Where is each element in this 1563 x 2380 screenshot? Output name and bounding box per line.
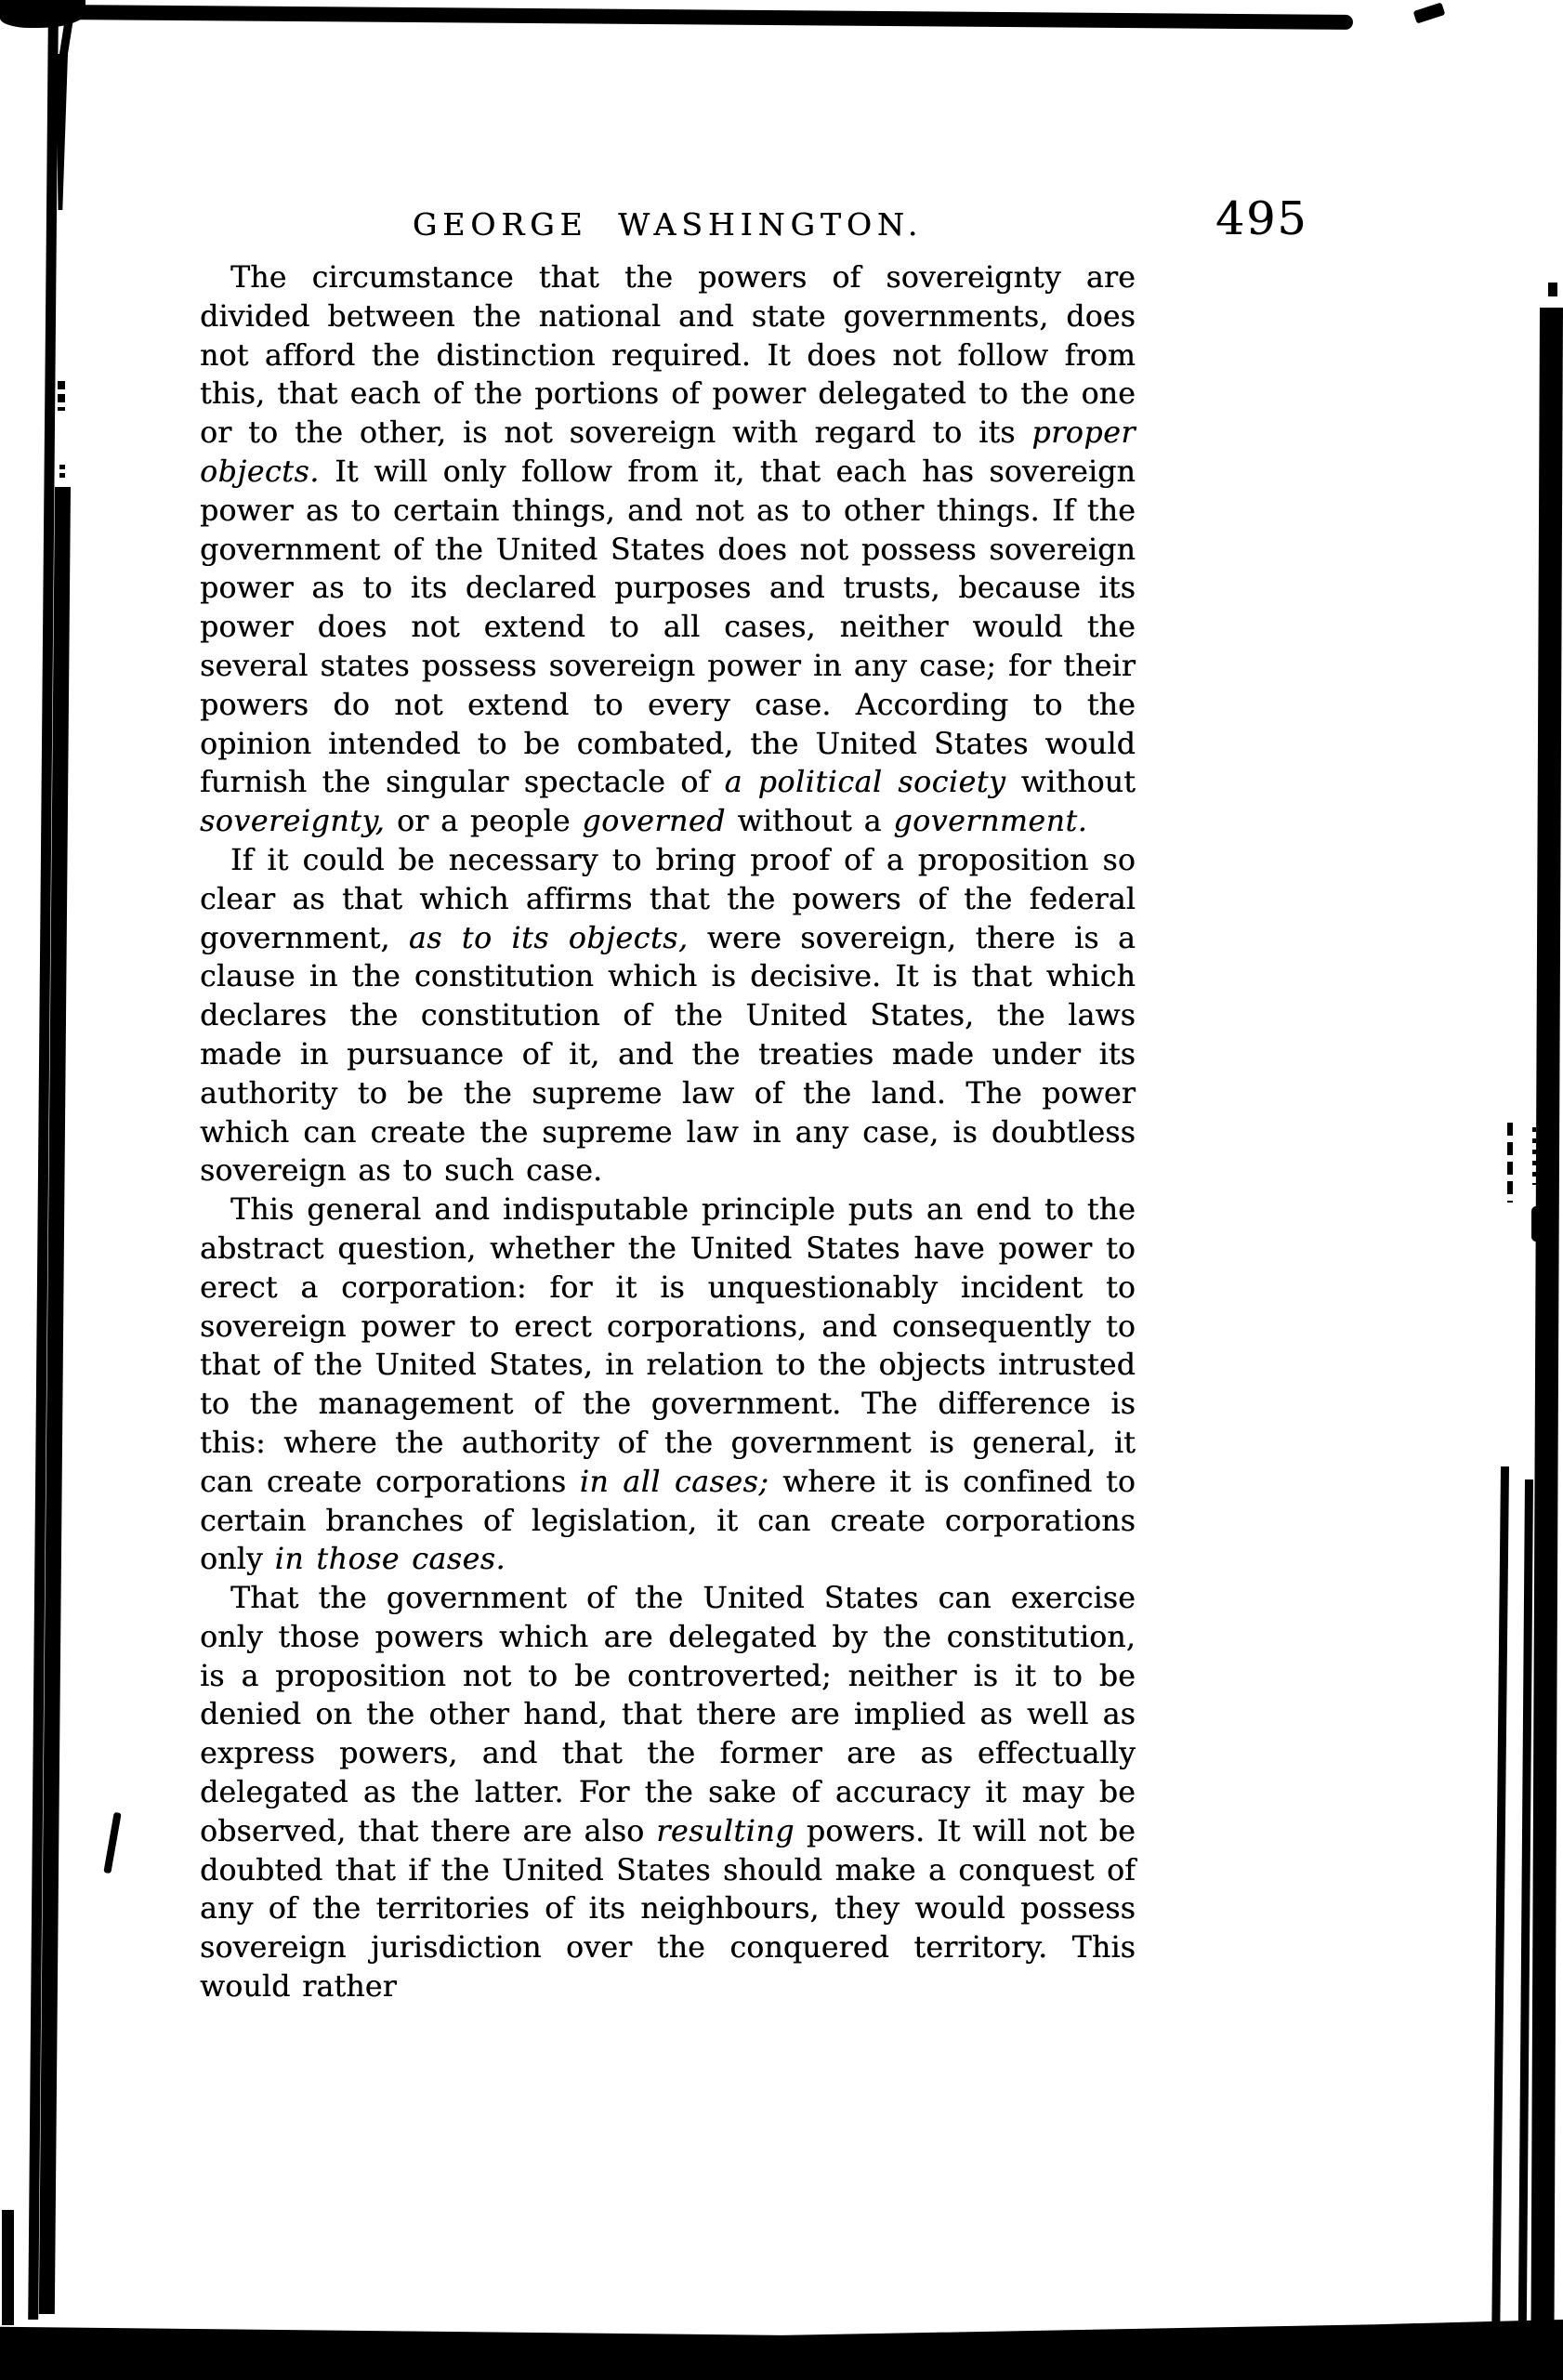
text-run: without	[1005, 766, 1136, 800]
running-head-title: GEORGE WASHINGTON.	[412, 206, 924, 243]
scan-artifact-bottom-left-streak	[2, 2210, 14, 2325]
scan-artifact-top-edge-line	[54, 5, 1353, 30]
text-run: It will only follow from it, that each has sovereign power as to certain things, and not as to other things. If the government of the United States does not possess sovereign power as to its declared purposes and trusts, because its power does not extend to all cases, neither would the several states possess sovereign power in any case; for their powers do not extend to every case. According to the opinion intended to be combated, the United States would furnish the singular spectacle of	[200, 454, 1136, 800]
scan-artifact-left-diagonal-mark	[103, 1812, 121, 1874]
scan-artifact-bottom-edge-bar	[0, 2320, 1563, 2380]
text-run: or a people	[385, 805, 583, 839]
scan-artifact-right-edge-bar	[1530, 308, 1563, 2380]
scan-artifact-top-right-speck	[1413, 2, 1446, 23]
scan-artifact-left-speck	[58, 381, 65, 411]
italic-text-run: a political society	[724, 766, 1006, 800]
text-run: If it could be necessary to bring proof of a proposition so clear as that which affirms that the powers of the federal government,	[200, 843, 1136, 955]
scan-artifact-right-dash-line	[1507, 1123, 1513, 1203]
scan-artifact-right-bar-bulge	[1531, 1206, 1542, 1242]
text-run: The circumstance that the powers of sovereignty are divided between the national and state governments, does not afford the distinction required. It does not follow from this, that each of the portions of power delegated to the one or to the other, is not sovereign with regard to its	[200, 261, 1136, 451]
italic-text-run: governed	[582, 805, 726, 839]
text-run: powers. It will not be doubted that if the United States should make a conquest of any of the territories of its neighbours, they would possess sovereign jurisdiction over the conquered territory. This would rather	[200, 1814, 1136, 2005]
italic-text-run: sovereignty,	[200, 805, 386, 839]
paragraph	[200, 842, 1136, 1191]
italic-text-run: resulting	[656, 1814, 795, 1848]
italic-text-run: in those cases.	[274, 1543, 506, 1577]
text-run: That the government of the United States can exercise only those powers which are delegated by the constitution, is a proposition not to be controverted; neither is it to be denied on the other hand, that there are implied as well as express powers, and that the former are as effectually delegated as the latter. For the sake of accuracy it may be observed, that there are also	[200, 1582, 1136, 1848]
paragraph	[200, 1191, 1136, 1580]
scan-artifact-right-dot-column	[1532, 1127, 1536, 1185]
italic-text-run: in all cases;	[579, 1465, 769, 1499]
italic-text-run: government.	[893, 805, 1088, 839]
italic-text-run: as to its objects,	[408, 921, 689, 955]
scan-artifact-right-thin-line	[1491, 1466, 1509, 2328]
text-run: were sovereign, there is a clause in the constitution which is decisive. It is that which declares the constitution of the United States, the laws made in pursuance of it, and the treaties made under its authority to be the supreme law of the land. The power which can create the supreme law in any case, is doubtless sovereign as to such case.	[200, 921, 1136, 1189]
scan-artifact-left-speck	[59, 465, 65, 480]
scan-artifact-right-bar-speck	[1548, 283, 1557, 296]
page-number: 495	[1215, 192, 1308, 245]
text-run: This general and indisputable principle puts an end to the abstract question, whether the United States have power to erect a corporation: for it is unquestionably incident to sovereign power to erect corporations, and consequently to that of the United States, in relation to the objects intrusted to the management of the government. The difference is this: where the authority of the government is general, it can create corporations	[200, 1193, 1136, 1499]
paragraph	[200, 259, 1136, 842]
text-run: where it is confined to certain branches of legislation, it can create corporations only	[200, 1465, 1136, 1577]
italic-text-run: proper objects.	[200, 416, 1136, 489]
text-run: without a	[725, 805, 894, 839]
text-block	[200, 259, 1136, 2007]
paragraph	[200, 1580, 1136, 2007]
